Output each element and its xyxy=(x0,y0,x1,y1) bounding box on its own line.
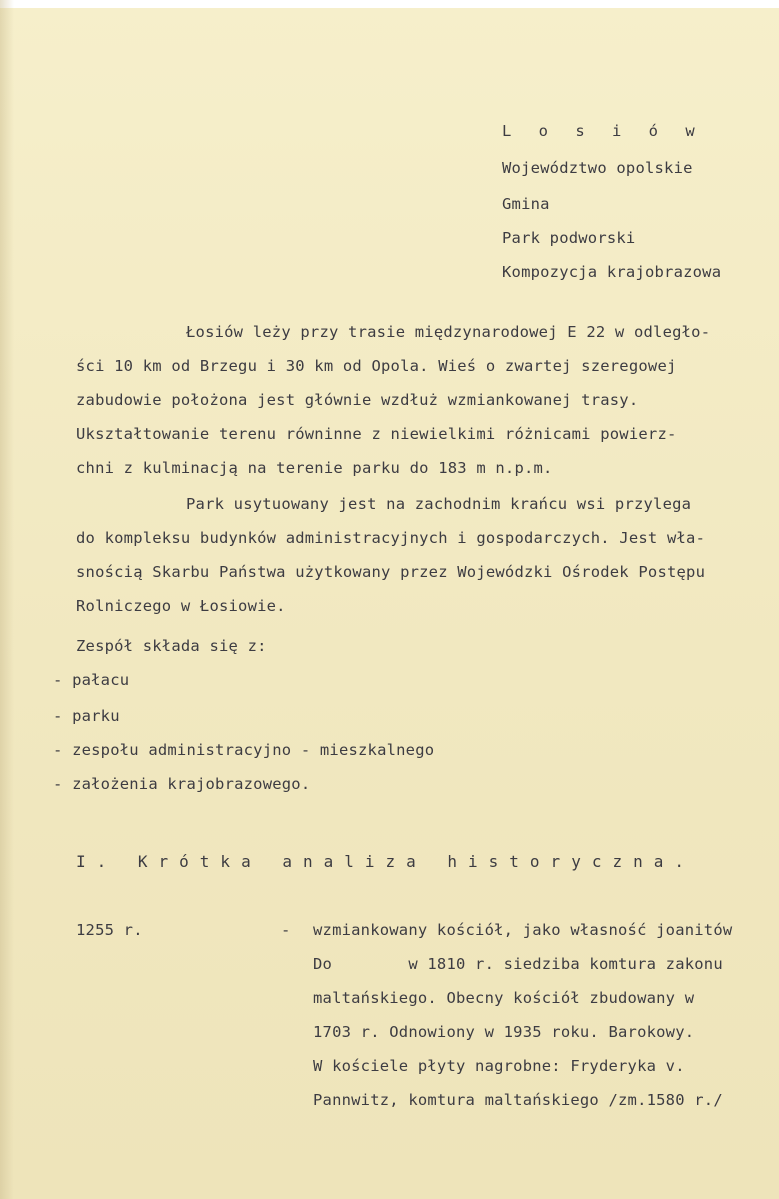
entry-line: 1703 r. Odnowiony w 1935 roku. Barokowy. xyxy=(313,1023,695,1041)
paragraph1-line: ści 10 km od Brzegu i 30 km od Opola. Wieś o zwartej szeregowej xyxy=(76,357,677,375)
header-composition: Kompozycja krajobrazowa xyxy=(502,263,722,281)
list-intro: Zespół składa się z: xyxy=(76,637,267,655)
header-park: Park podworski xyxy=(502,229,636,247)
paragraph1-line: Ukształtowanie terenu równinne z niewielkimi różnicami powierz- xyxy=(76,425,677,443)
page-left-shadow xyxy=(0,0,14,1199)
paragraph2-line: Rolniczego w Łosiowie. xyxy=(76,597,286,615)
header-commune: Gmina xyxy=(502,195,550,213)
page-top-edge xyxy=(0,0,779,8)
list-item: - parku xyxy=(53,707,120,725)
entry-line: wzmiankowany kościół, jako własność joanitów xyxy=(313,921,733,939)
paragraph2-line: Park usytuowany jest na zachodnim krańcu wsi przylega xyxy=(186,495,692,513)
entry-dash: - xyxy=(281,921,291,939)
entry-line: Do w 1810 r. siedziba komtura zakonu xyxy=(313,955,723,973)
entry-line: maltańskiego. Obecny kościół zbudowany w xyxy=(313,989,695,1007)
entry-year: 1255 r. xyxy=(76,921,143,939)
list-item: - pałacu xyxy=(53,671,130,689)
list-item: - założenia krajobrazowego. xyxy=(53,775,311,793)
paragraph1-line: chni z kulminacją na terenie parku do 183 m n.p.m. xyxy=(76,459,553,477)
paragraph2-line: snością Skarbu Państwa użytkowany przez Wojewódzki Ośrodek Postępu xyxy=(76,563,706,581)
paragraph1-line: zabudowie położona jest głównie wzdłuż wzmiankowanej trasy. xyxy=(76,391,639,409)
header-town: L o s i ó w xyxy=(502,122,704,140)
paragraph2-line: do kompleksu budynków administracyjnych i gospodarczych. Jest wła- xyxy=(76,529,706,547)
header-voivodeship: Województwo opolskie xyxy=(502,159,693,177)
section-heading: I. Krótka analiza historyczna. xyxy=(76,852,695,871)
entry-line: Pannwitz, komtura maltańskiego /zm.1580 r./ xyxy=(313,1091,723,1109)
entry-line: W kościele płyty nagrobne: Fryderyka v. xyxy=(313,1057,685,1075)
paragraph1-line: Łosiów leży przy trasie międzynarodowej E 22 w odległo- xyxy=(186,323,711,341)
list-item: - zespołu administracyjno - mieszkalnego xyxy=(53,741,435,759)
